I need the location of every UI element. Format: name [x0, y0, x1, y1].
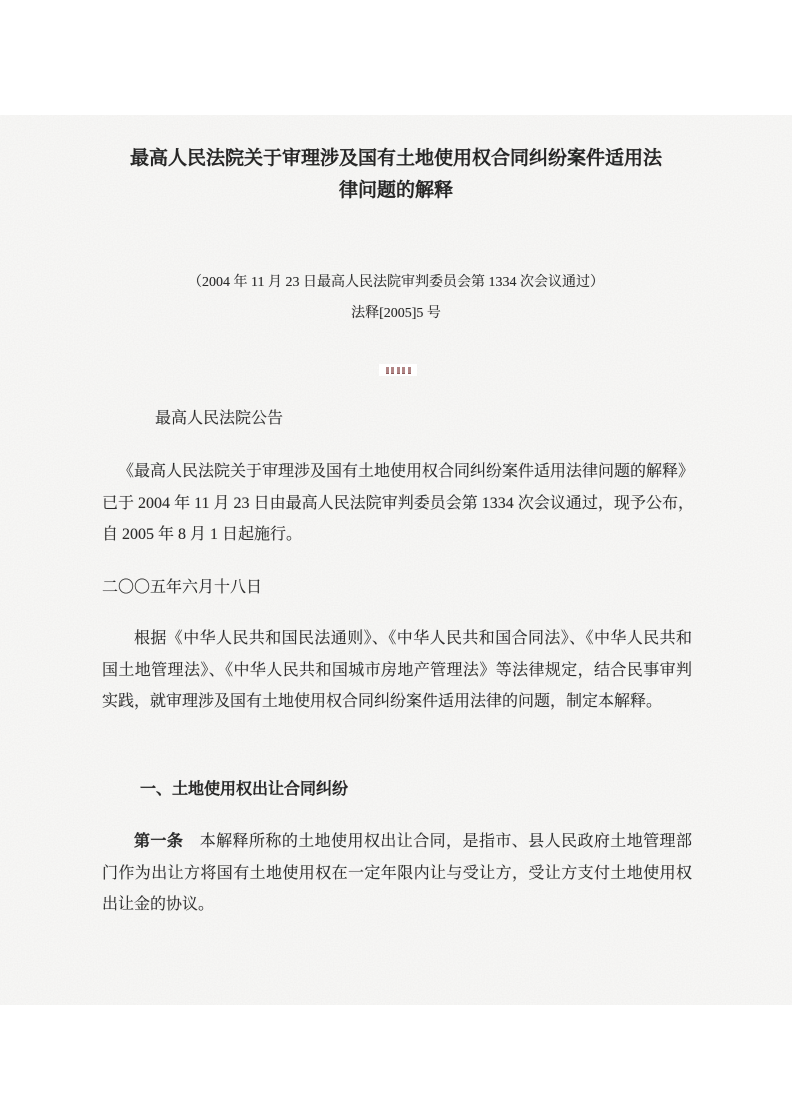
announcement-paragraph: 《最高人民法院关于审理涉及国有土地使用权合同纠纷案件适用法律问题的解释》已于 2004 年 11 月 23 日由最高人民法院审判委员会第 1334 次会议通过，现予公布，自 2005 年 8 月 1 日起施行。: [102, 463, 695, 543]
article-1-paragraph: [102, 826, 692, 921]
article-1-text: 本解释所称的土地使用权出让合同，是指市、县人民政府土地管理部门作为出让方将国有土地使用权在一定年限内让与受让方，受让方支付土地使用权出让金的协议。: [102, 833, 692, 913]
ellipsis-dot: [402, 367, 405, 374]
notice-heading: 最高人民法院公告: [155, 410, 284, 427]
document-title-line2: 律问题的解释: [338, 180, 453, 201]
document-number: 法释[2005]5 号: [351, 306, 441, 321]
ellipsis-dot: [397, 367, 400, 374]
preamble-paragraph: 根据《中华人民共和国民法通则》、《中华人民共和国合同法》、《中华人民共和国土地管理法》、《中华人民共和国城市房地产管理法》等法律规定，结合民事审判实践，就审理涉及国有土地使用权合同纠纷案件适用法律的问题，制定本解释。: [102, 630, 692, 710]
document-title-line1: 最高人民法院关于审理涉及国有土地使用权合同纠纷案件适用法: [129, 148, 662, 169]
ellipsis-link-marker[interactable]: [379, 364, 417, 376]
section-heading: 一、土地使用权出让合同纠纷: [140, 781, 349, 798]
adoption-meta-line: （2004 年 11 月 23 日最高人民法院审判委员会第 1334 次会议通过）: [188, 275, 604, 290]
ellipsis-dot: [408, 367, 411, 374]
article-1-number: 第一条: [134, 833, 184, 850]
ellipsis-dot: [386, 367, 389, 374]
date-line: 二〇〇五年六月十八日: [102, 579, 263, 596]
document-title: [0, 143, 792, 207]
ellipsis-dot: [391, 367, 394, 374]
